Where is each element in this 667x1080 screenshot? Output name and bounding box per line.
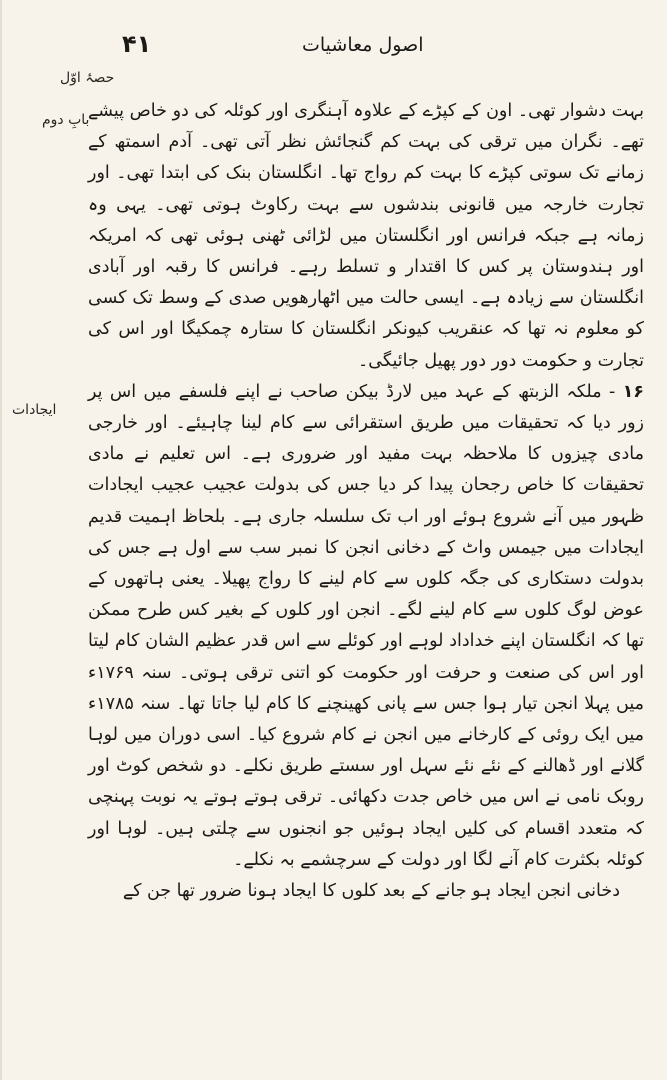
section-number: ۱۶ bbox=[622, 381, 644, 402]
margin-note-part: حصۂ اوّل bbox=[60, 70, 115, 86]
paragraph-continued: دخانی انجن ایجاد ہو جانے کے بعد کلوں کا ایجاد ہونا ضرور تھا جن کے bbox=[122, 881, 620, 902]
page-body bbox=[88, 96, 644, 907]
page-number: ۴۱ bbox=[122, 30, 152, 58]
margin-note-chapter: بابِ دوم bbox=[42, 112, 90, 128]
page-header bbox=[2, 30, 667, 60]
margin-note-inventions: ایجادات bbox=[12, 402, 57, 418]
section-16-paragraph bbox=[88, 377, 644, 876]
paragraph: بہت دشوار تھی۔ اون کے کپڑے کے علاوہ آہنگری اور کوئلہ کی دو خاص پیشے تھے۔ نگران میں ترقی کی بہت کم گنجائش نظر آتی تھی۔ آدم اسمتھ کے زمانے تک سوتی کپڑے کا بہت کم رواج تھا۔ انگلستان بنک کی ابتدا تھی۔ اور تجارت خارجہ میں قانونی بندشوں سے بہت رکاوٹ ہوتی تھی۔ یہی وہ زمانہ ہے جبکہ فرانس اور انگلستان میں لڑائی ٹھنی ہوئی تھی کہ امریکہ اور ہندوستان پر کس کا اقتدار و تسلط رہے۔ فرانس کا رقبہ اور آبادی انگلستان سے زیادہ ہے۔ ایسی حالت میں اٹھارھویں صدی کے وسط تک کسی کو معلوم نہ تھا کہ عنقریب کیونکر انگلستان کا ستارہ چمکیگا اور اس کی تجارت و حکومت دور دور پھیل جائیگی۔ bbox=[88, 101, 644, 371]
section-16-text: - ملکہ الزبتھ کے عہد میں لارڈ بیکن صاحب نے اپنے فلسفے میں اس پر زور دیا کہ تحقیقات میں طریق استقرائی سے کام لینا چاہیئے۔ اور خارجی مادی چیزوں کا ملاحظہ بہت مفید اور ضروری ہے۔ اس تعلیم نے مادی تحقیقات کا خاص رجحان پیدا کر دیا جس کی بدولت عجیب عجیب ایجادات ظہور میں آنے شروع ہوئے اور اب تک سلسلہ جاری ہے۔ بلحاظ اہمیت قدیم ایجادات میں جیمس واٹ کے دخانی انجن کا نمبر سب سے اول ہے جس کی بدولت دستکاری کی جگہ کلوں سے کام لینے کا رواج پھیلا۔ یعنی ہاتھوں کے عوض لوگ کلوں سے کام لینے لگے۔ انجن اور کلوں کے بغیر کس طرح ممکن تھا کہ انگلستان اپنے خداداد لوہے اور کوئلے سے اس قدر عظیم الشان کام لیتا اور اس کی صنعت و حرفت اور حکومت کو اتنی ترقی ہوتی۔ سنہ ۱۷۶۹ء میں پہلا انجن تیار ہوا جس سے پانی کھینچنے کا کام لیا جاتا تھا۔ سنہ ۱۷۸۵ء میں ایک روئی کے کارخانے میں انجن نے کام شروع کیا۔ اسی دوران میں لوہا گلانے اور ڈھالنے کے نئے نئے سہل اور سستے طریق نکلے۔ دو شخص کوٹ اور روبک نامی نے اس میں خاص جدت دکھائی۔ ترقی ہوتے ہوتے یہ نوبت پہنچی کہ متعدد اقسام کی کلیں ایجاد ہوئیں جو انجنوں سے چلتی ہیں۔ لوہا اور کوئلہ بکثرت کام آنے لگا اور دولت کے سرچشمے بہ نکلے۔ bbox=[88, 381, 644, 870]
running-title: اصول معاشیات bbox=[302, 34, 424, 56]
